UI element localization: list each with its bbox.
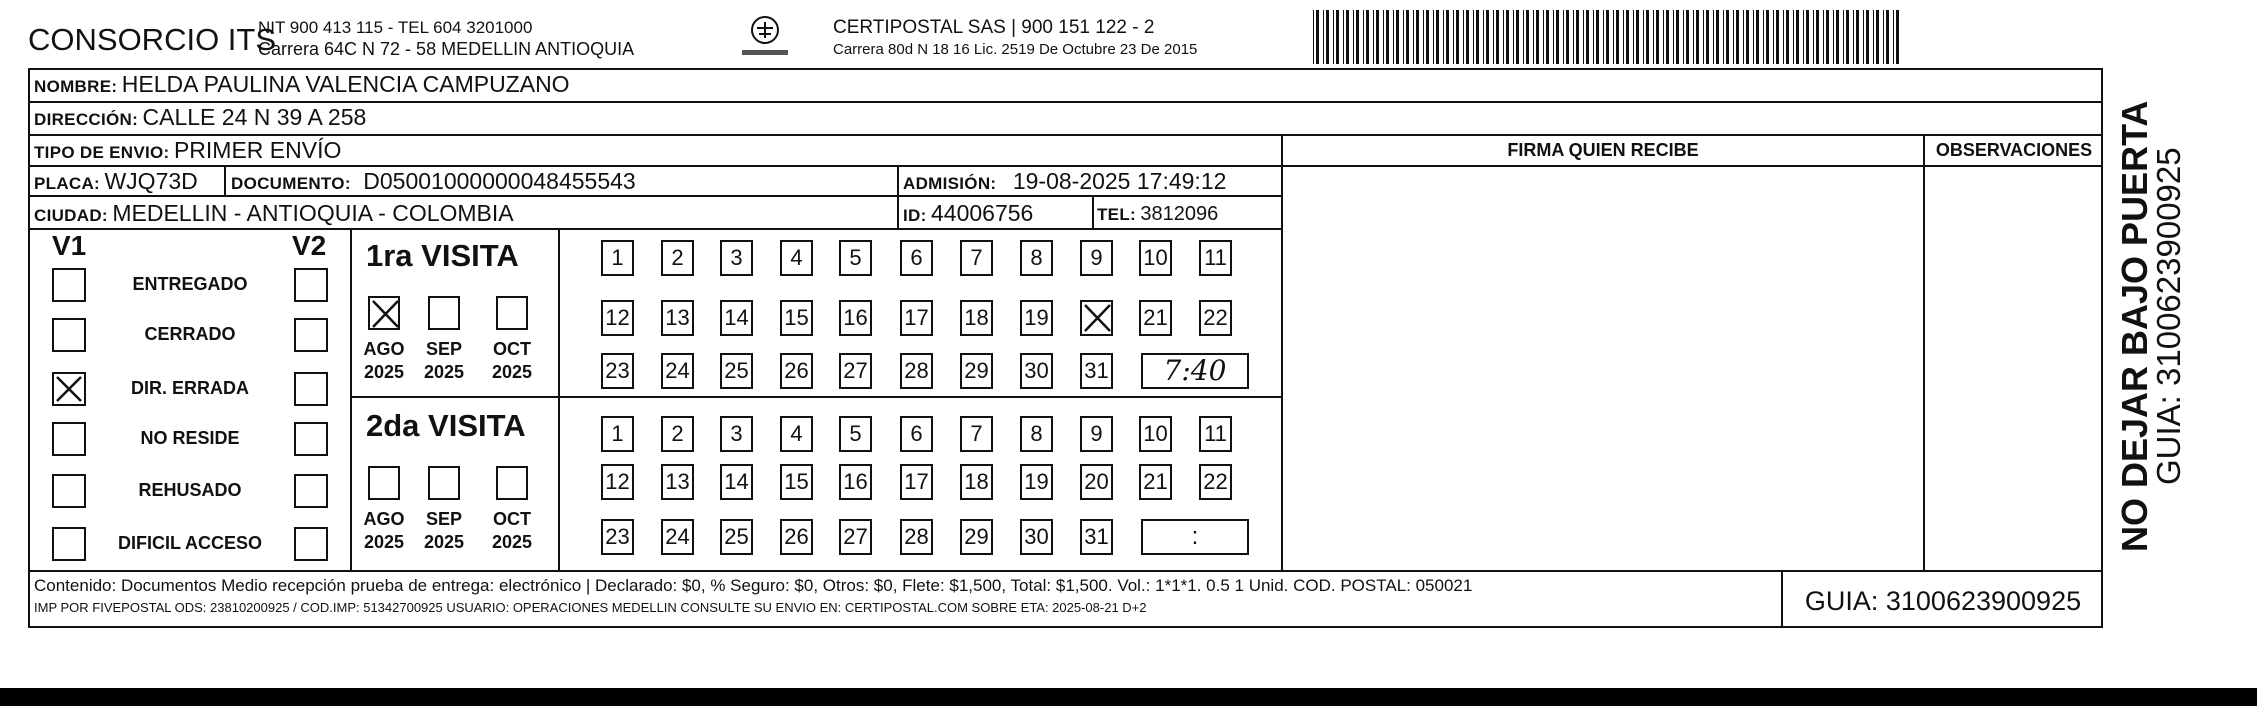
day-box[interactable]: 9: [1080, 416, 1113, 452]
direccion-value: CALLE 24 N 39 A 258: [142, 104, 367, 130]
month-checkbox[interactable]: [496, 296, 528, 330]
documento-label: DOCUMENTO:: [231, 174, 351, 193]
tipo-value: PRIMER ENVÍO: [173, 137, 342, 163]
day-box[interactable]: 10: [1139, 416, 1172, 452]
day-box[interactable]: 20: [1080, 464, 1113, 500]
certipostal-logo: [730, 14, 800, 62]
day-box[interactable]: 12: [601, 464, 634, 500]
side-warning: NO DEJAR BAJO PUERTA: [2114, 100, 2155, 552]
side-guia: GUIA: 3100623900925: [2150, 147, 2187, 485]
firma-header: FIRMA QUIEN RECIBE: [1507, 140, 1699, 160]
day-box[interactable]: 11: [1199, 416, 1232, 452]
tel-cell: [1097, 203, 1218, 226]
month-label: OCT 2025: [491, 339, 533, 382]
nombre-label: NOMBRE:: [34, 77, 118, 96]
day-box[interactable]: 22: [1199, 464, 1232, 500]
day-box[interactable]: 26: [780, 353, 813, 389]
day-box[interactable]: 3: [720, 416, 753, 452]
day-box[interactable]: 21: [1139, 464, 1172, 500]
second-visit-title: 2da VISITA: [366, 408, 526, 443]
documento-value: D05001000000048455543: [363, 168, 636, 194]
cell-divider: [1092, 197, 1094, 228]
month-checkbox[interactable]: [428, 296, 460, 330]
day-box[interactable]: 13: [661, 300, 694, 336]
month-label: SEP 2025: [423, 509, 465, 552]
v1-label: V1: [52, 230, 87, 261]
admision-value: 19-08-2025 17:49:12: [1012, 168, 1227, 194]
status-label: NO RESIDE: [140, 428, 240, 448]
day-box[interactable]: 15: [780, 300, 813, 336]
day-box[interactable]: 24: [661, 519, 694, 555]
day-box[interactable]: 28: [900, 353, 933, 389]
status-label: DIFICIL ACCESO: [117, 533, 262, 553]
day-box[interactable]: 7: [960, 416, 993, 452]
day-box[interactable]: 4: [780, 240, 813, 276]
direccion-row: [34, 104, 366, 131]
day-box[interactable]: 26: [780, 519, 813, 555]
ciudad-value: MEDELLIN - ANTIOQUIA - COLOMBIA: [112, 200, 514, 226]
day-box[interactable]: 6: [900, 416, 933, 452]
scan-edge: [0, 688, 2257, 706]
day-box[interactable]: 1: [601, 240, 634, 276]
v2-label: V2: [292, 230, 327, 261]
placa-cell: [34, 168, 198, 195]
day-box[interactable]: 17: [900, 464, 933, 500]
month-checkbox[interactable]: [368, 296, 400, 330]
month-label: SEP 2025: [423, 339, 465, 382]
day-box[interactable]: 31: [1080, 519, 1113, 555]
day-box[interactable]: 8: [1020, 416, 1053, 452]
month-checkbox[interactable]: [368, 466, 400, 500]
nombre-row: [34, 71, 570, 98]
row-divider: [28, 134, 2103, 136]
cell-divider: [224, 165, 226, 195]
status-label: REHUSADO: [138, 480, 242, 500]
month-label: AGO 2025: [363, 509, 405, 552]
footer-guia: GUIA: 3100623900925: [1804, 586, 2082, 616]
day-box[interactable]: 14: [720, 464, 753, 500]
day-box[interactable]: 30: [1020, 353, 1053, 389]
day-box[interactable]: 30: [1020, 519, 1053, 555]
ciudad-label: CIUDAD:: [34, 206, 108, 225]
day-box[interactable]: 25: [720, 353, 753, 389]
day-box[interactable]: 2: [661, 416, 694, 452]
section-divider: [350, 228, 352, 570]
day-box[interactable]: 8: [1020, 240, 1053, 276]
day-box[interactable]: 29: [960, 353, 993, 389]
row-divider: [28, 165, 2103, 167]
company-nit-tel: NIT 900 413 115 - TEL 604 3201000: [258, 18, 533, 37]
day-box[interactable]: 27: [839, 519, 872, 555]
day-box[interactable]: 24: [661, 353, 694, 389]
day-box[interactable]: 16: [839, 300, 872, 336]
v1-checkbox[interactable]: [52, 422, 86, 456]
day-box[interactable]: 23: [601, 353, 634, 389]
v2-checkbox[interactable]: [294, 372, 328, 406]
placa-value: WJQ73D: [104, 168, 198, 194]
day-box[interactable]: 29: [960, 519, 993, 555]
cell-divider: [897, 165, 899, 228]
day-box[interactable]: 17: [900, 300, 933, 336]
day-box[interactable]: 6: [900, 240, 933, 276]
day-box[interactable]: 16: [839, 464, 872, 500]
day-box[interactable]: 15: [780, 464, 813, 500]
v1-checkbox[interactable]: [52, 372, 86, 406]
day-box[interactable]: 18: [960, 464, 993, 500]
company-address: Carrera 64C N 72 - 58 MEDELLIN ANTIOQUIA: [258, 39, 635, 59]
day-box[interactable]: 19: [1020, 300, 1053, 336]
v2-checkbox[interactable]: [294, 268, 328, 302]
day-box[interactable]: 2: [661, 240, 694, 276]
day-box[interactable]: 3: [720, 240, 753, 276]
tipo-row: [34, 137, 341, 164]
row-divider: [28, 570, 2103, 572]
month-label: AGO 2025: [363, 339, 405, 382]
day-box[interactable]: 12: [601, 300, 634, 336]
v2-checkbox[interactable]: [294, 527, 328, 561]
direccion-label: DIRECCIÓN:: [34, 110, 139, 129]
day-box[interactable]: 27: [839, 353, 872, 389]
v1-checkbox[interactable]: [52, 318, 86, 352]
id-value: 44006756: [931, 200, 1034, 226]
day-box[interactable]: 28: [900, 519, 933, 555]
tel-label: TEL:: [1097, 205, 1136, 224]
company-name: CONSORCIO ITS: [28, 22, 277, 57]
month-checkbox[interactable]: [496, 466, 528, 500]
day-box[interactable]: 10: [1139, 240, 1172, 276]
section-divider: [558, 228, 560, 570]
day-box[interactable]: 5: [839, 240, 872, 276]
month-checkbox[interactable]: [428, 466, 460, 500]
v2-checkbox[interactable]: [294, 318, 328, 352]
status-label: DIR. ERRADA: [130, 378, 249, 398]
id-label: ID:: [903, 206, 927, 225]
admision-label: ADMISIÓN:: [903, 174, 997, 193]
day-box[interactable]: 25: [720, 519, 753, 555]
day-box[interactable]: [1080, 300, 1113, 336]
day-box[interactable]: 18: [960, 300, 993, 336]
section-divider: [352, 396, 1281, 398]
column-divider: [1281, 134, 1283, 570]
tipo-label: TIPO DE ENVIO:: [34, 143, 170, 162]
v1-checkbox[interactable]: [52, 268, 86, 302]
day-box[interactable]: 31: [1080, 353, 1113, 389]
nombre-value: HELDA PAULINA VALENCIA CAMPUZANO: [121, 71, 570, 97]
v1-checkbox[interactable]: [52, 474, 86, 508]
footer-print-line: IMP POR FIVEPOSTAL ODS: 23810200925 / COD.IMP: 51342700925 USUARIO: OPERACIONES MEDELLIN CONSULTE SU ENVIO EN: CERTIPOSTAL.COM SOBRE ETA: 2025-08-21 D+2: [34, 600, 1147, 615]
barcode: [1313, 10, 1906, 64]
carrier-name: CERTIPOSTAL SAS | 900 151 122 - 2: [833, 17, 1155, 38]
carrier-address: Carrera 80d N 18 16 Lic. 2519 De Octubre 23 De 2015: [833, 41, 1198, 58]
day-box[interactable]: 13: [661, 464, 694, 500]
day-box[interactable]: 1: [601, 416, 634, 452]
day-box[interactable]: 21: [1139, 300, 1172, 336]
day-box[interactable]: 5: [839, 416, 872, 452]
placa-label: PLACA:: [34, 174, 101, 193]
month-label: OCT 2025: [491, 509, 533, 552]
time-box[interactable]: :: [1141, 519, 1249, 555]
day-box[interactable]: 9: [1080, 240, 1113, 276]
day-box[interactable]: 7: [960, 240, 993, 276]
footer-content-line: Contenido: Documentos Medio recepción prueba de entrega: electrónico | Declarado: $0, % Seguro: $0, Otros: $0, Flete: $1,500, Total: $1,500. Vol.: 1*1*1. 0.5 1 Unid. COD. POSTAL: 050021: [34, 576, 1473, 595]
first-visit-title: 1ra VISITA: [366, 238, 519, 273]
day-box[interactable]: 11: [1199, 240, 1232, 276]
row-divider: [28, 101, 2103, 103]
row-divider: [28, 228, 1281, 230]
observaciones-header: OBSERVACIONES: [1935, 140, 2093, 160]
v2-checkbox[interactable]: [294, 422, 328, 456]
status-label: CERRADO: [144, 324, 236, 344]
ciudad-cell: [34, 200, 514, 227]
column-divider: [1923, 134, 1925, 570]
time-box[interactable]: 7:40: [1141, 353, 1249, 389]
day-box[interactable]: 23: [601, 519, 634, 555]
v2-checkbox[interactable]: [294, 474, 328, 508]
id-cell: [903, 200, 1033, 227]
day-box[interactable]: 4: [780, 416, 813, 452]
v1-checkbox[interactable]: [52, 527, 86, 561]
tel-value: 3812096: [1140, 203, 1219, 225]
day-box[interactable]: 22: [1199, 300, 1232, 336]
admision-cell: [903, 168, 1226, 195]
status-label: ENTREGADO: [132, 274, 248, 294]
day-box[interactable]: 14: [720, 300, 753, 336]
documento-cell: [231, 168, 636, 195]
day-box[interactable]: 19: [1020, 464, 1053, 500]
